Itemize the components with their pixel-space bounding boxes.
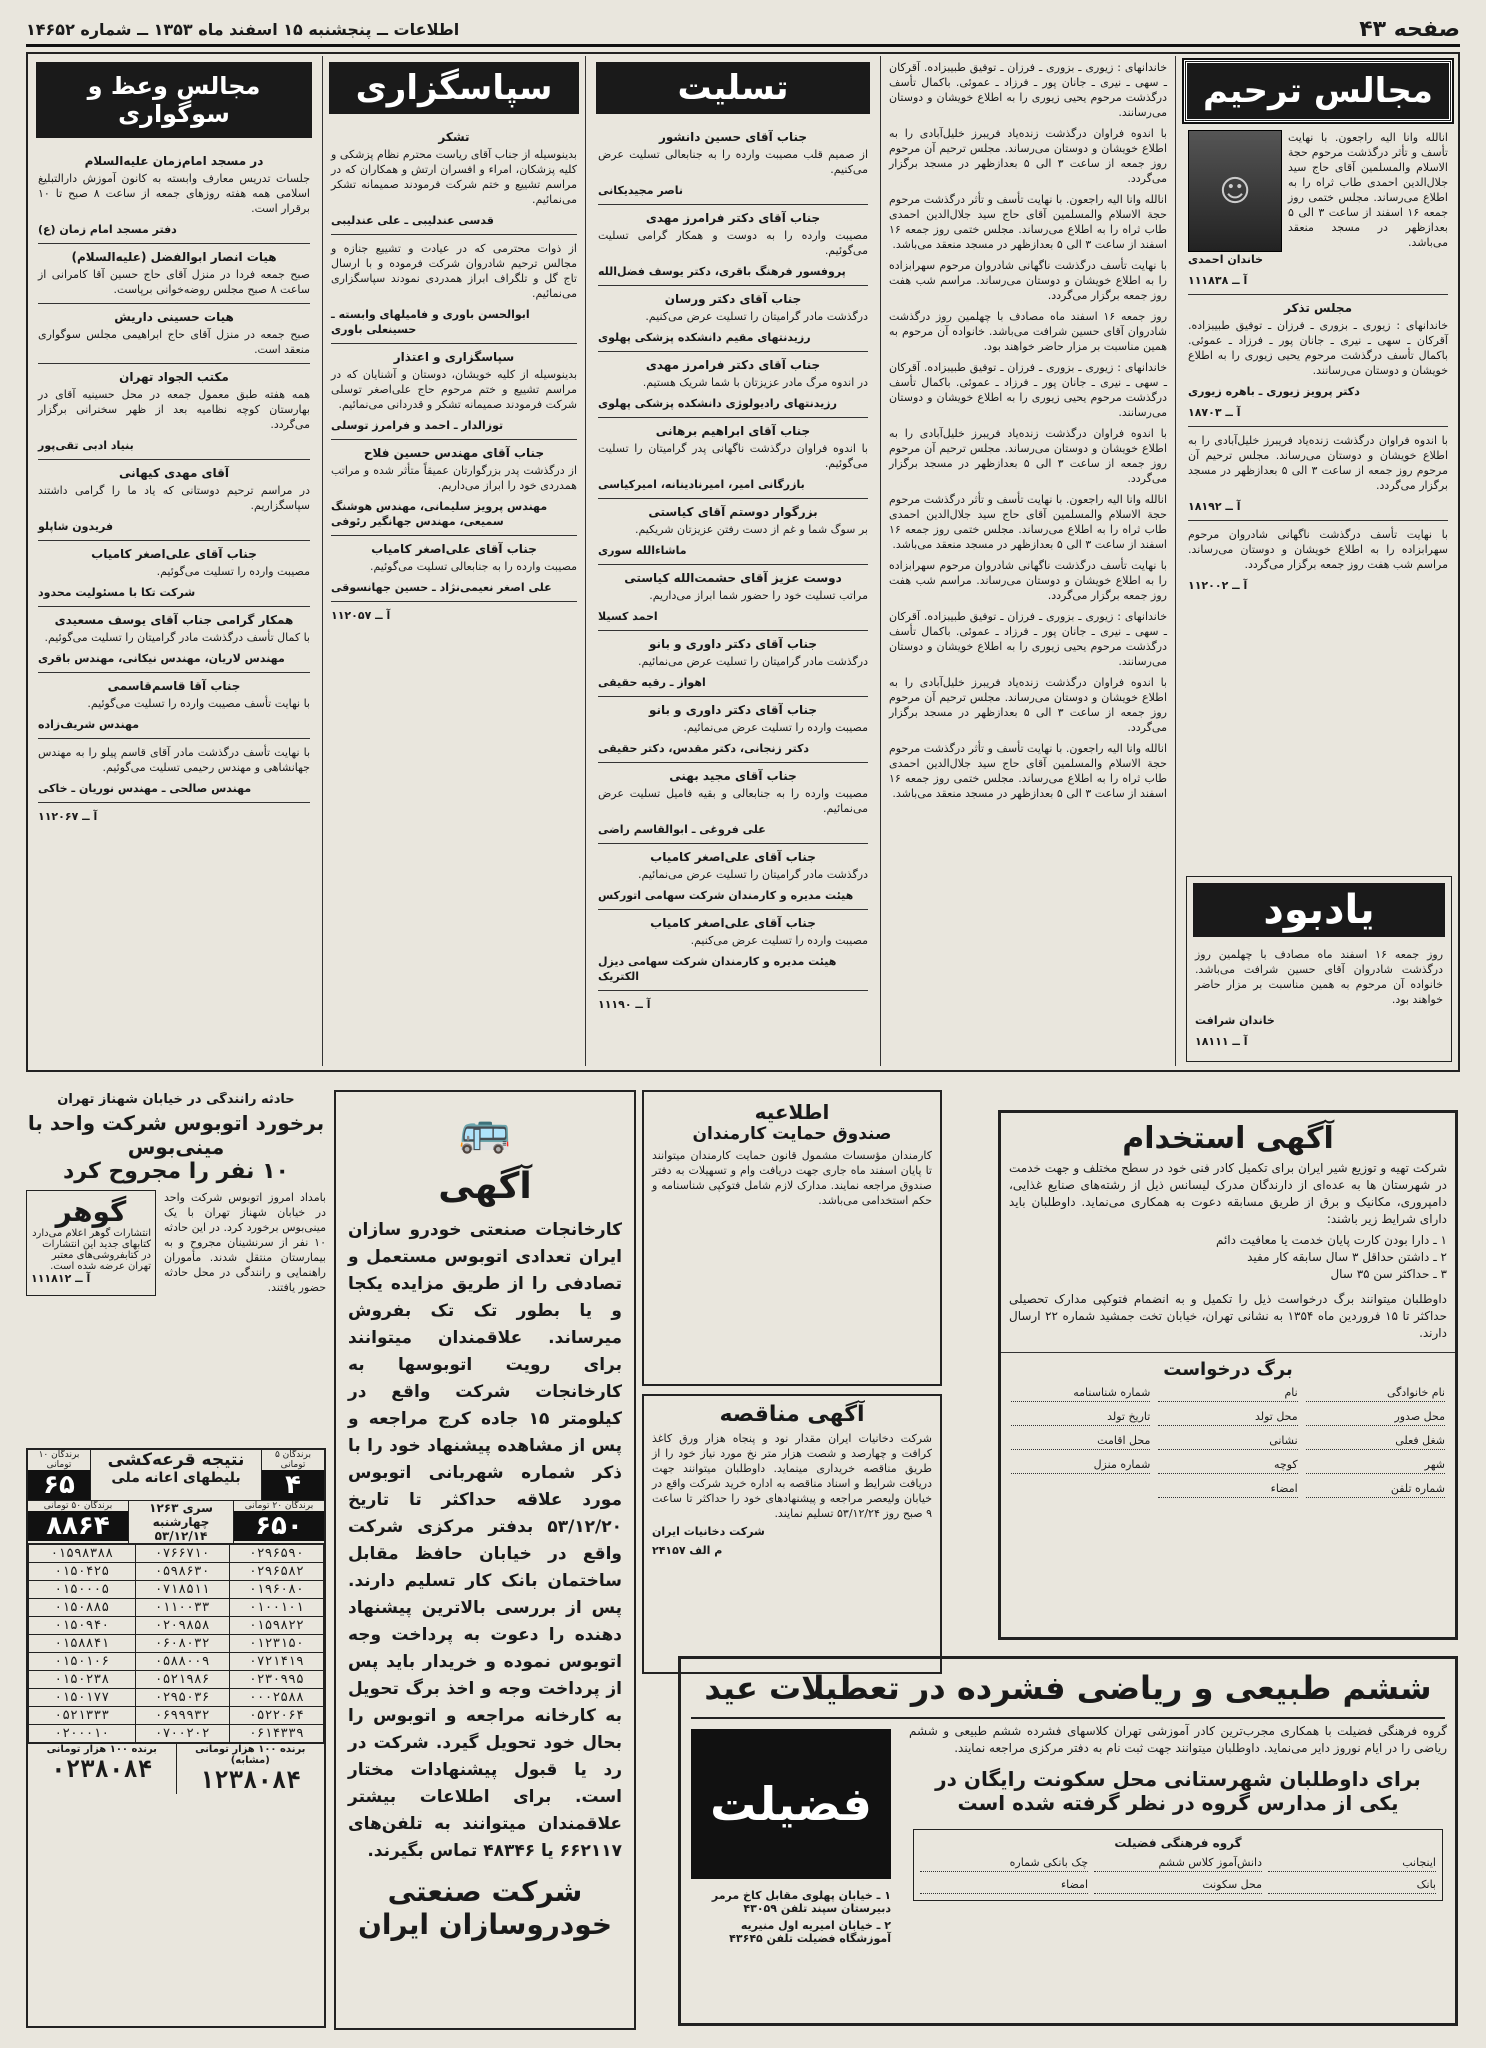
- monaghese-code: م الف ۲۴۱۵۷: [652, 1544, 723, 1557]
- majales-code: آ ــ ۱۱۲۰۶۷: [38, 810, 98, 823]
- prize-value-4: ۶۵۰: [234, 1511, 324, 1541]
- estekhdam-body-2: داوطلبان میتوانند برگ درخواست ذیل را تکمیل و به انضمام فتوکپی مدارک تحصیلی حداکثر تا ۱۵ فروردین ماه ۱۳۵۴ به نشانی تهران، خیابان تخت جمشید شماره ۲۲ ارسال دارند.: [1009, 1292, 1447, 1340]
- ettelaieh-box: [642, 1090, 942, 1386]
- page-header: [26, 14, 1460, 47]
- lottery-number: ۰۶۰۸۰۳۲: [135, 1635, 229, 1653]
- tarhim-sign-1: خاندان احمدی: [1188, 253, 1264, 266]
- tasliyat-code: آ ــ ۱۱۱۹۰: [598, 998, 651, 1011]
- sepasgozari-item-text: بدینوسیله از جناب آقای ریاست محترم نظام پزشکی و کلیه پزشکان، امراء و افسران ارتش و همکاران که در مراسم تشییع و ختم شرکت فرمودند صمیمانه تشکر می‌نمائیم.: [331, 148, 577, 206]
- tasliyat-item-heading: جناب آقای علی‌اصغر کامیاب: [650, 850, 816, 864]
- majales-item-text: جلسات تدریس معارف وابسته به کانون آموزش دارالتبلیغ اسلامی همه هفته روزهای جمعه از ساعت ۸ صبح تا ۱۰ برقرار است.: [38, 172, 310, 215]
- tasliyat-item-signature: هیئت مدیره و کارمندان شرکت سهامی اتورکس: [598, 889, 854, 902]
- lottery-number: ۰۱۵۹۸۳۸۸: [29, 1545, 136, 1563]
- tarhim-notice-1: انالله وانا الیه راجعون. با نهایت تأسف و تأثر درگذشت مرحوم حجة الاسلام والمسلمین آقای حاج سید جلال‌الدین احمدی طاب ثراه را به اطلاع می‌رساند. مجلس ختمی روز جمعه ۱۶ اسفند از ساعت ۳ الی ۵ بعدازظهر در مسجد منعقد می‌باشد.: [1288, 131, 1448, 249]
- form-field[interactable]: شماره تلفن: [1306, 1482, 1445, 1498]
- lottery-row: [29, 1581, 324, 1599]
- jackpot-value-1: ۰۲۳۸۰۸۴: [51, 1755, 153, 1783]
- accident-headline: برخورد اتوبوس شرکت واحد با مینی‌بوس: [27, 1111, 325, 1159]
- majales-item-text: صبح جمعه فردا در منزل آقای حاج حسین آقا کامرانی از ساعت ۸ صبح مجلس روضه‌خوانی برپاست.: [38, 268, 310, 296]
- form-field[interactable]: شماره منزل: [1011, 1458, 1150, 1474]
- tasliyat-title: تسلیت: [596, 62, 870, 114]
- lottery-number: ۰۱۹۶۰۸۰: [229, 1581, 323, 1599]
- tasliyat-item-heading: جناب آقای علی‌اصغر کامیاب: [650, 916, 816, 930]
- majales-item-heading: آقای مهدی کیهانی: [118, 466, 230, 480]
- lottery-number: ۰۲۹۵۰۳۶: [135, 1689, 229, 1707]
- requirement-item: ۱ ـ دارا بودن کارت پایان خدمت یا معافیت دائم: [1215, 1233, 1447, 1247]
- fazilat-address-1: ۱ ـ خیابان پهلوی مقابل کاخ مرمر دبیرستان سپند تلفن ۴۳۰۵۹: [711, 1889, 891, 1915]
- fazilat-address-2: ۲ ـ خیابان امیریه اول منیریه آموزشگاه فضیلت تلفن ۴۳۶۴۵: [729, 1919, 891, 1945]
- sepasgozari-item-text: از ذوات محترمی که در عیادت و تشییع جنازه و مجالس ترحیم شادروان شرکت فرموده و با ارسال تاج گل و تلگراف ابراز همدردی نمودند سپاسگزاری می‌نمائیم.: [331, 242, 577, 300]
- gohar-title: گوهر: [55, 1195, 127, 1228]
- lottery-number: ۰۱۵۰۱۰۶: [29, 1653, 136, 1671]
- requirement-item: ۲ ـ داشتن حداقل ۳ سال سابقه کار مفید: [1247, 1250, 1447, 1264]
- lottery-row: [29, 1689, 324, 1707]
- khodro-body: کارخانجات صنعتی خودرو سازان ایران تعدادی اتوبوس مستعمل و تصادفی را از طریق مزایده یکجا و یا بطور تک تک بفروش میرساند. علاقمندان میتوانند برای رویت اتوبوسها به کارخانجات شرکت واقع در کیلومتر ۱۵ جاده کرج مراجعه و پس از مشاهده پیشنهاد خود را با ذکر شماره شهربانی اتوبوس مورد علاقه حداکثر تا تاریخ ۵۳/۱۲/۲۰ بدفتر مرکزی شرکت واقع در خیابان حافظ مقابل ساختمان بانک کار تسلیم دارند. پس از بررسی بالاترین پیشنهاد دهنده را دعوت به پرداخت وجه اتوبوس نموده و خریدار باید پس از پرداخت وجه و اخذ برگ تحویل به کارخانه مراجعه و اتوبوس را بحال خود تحویل گیرد. شرکت در رد یا قبول پیشنهادات مختار است. برای اطلاعات بیشتر علاقمندان میتوانند به تلفن‌های ۶۶۲۱۱۷ یا ۴۸۳۴۶ تماس بگیرند.: [348, 1220, 622, 1861]
- khodro-company-2: خودروسازان ایران: [357, 1908, 613, 1941]
- form-field[interactable]: دانش‌آموز کلاس ششم: [1094, 1856, 1262, 1872]
- lottery-number: ۰۱۵۰۰۰۵: [29, 1581, 136, 1599]
- majales-item-text: با نهایت تأسف درگذشت مادر آقای قاسم پیلو را به مهندس جهانشاهی و مهندس رحیمی تسلیت می‌گوئیم.: [38, 746, 310, 774]
- sepasgozari-item-signature: علی اصغر نعیمی‌نژاد ـ حسین جهانسوقی: [331, 581, 552, 594]
- tarhim-notice-3: با اندوه فراوان درگذشت زنده‌یاد فریبرز خلیل‌آبادی را به اطلاع خویشان و دوستان می‌رساند. مجلس ترحیم آن مرحوم روز جمعه از ساعت ۳ الی ۵ بعدازظهر در مسجد برگزار می‌گردد.: [1188, 434, 1449, 492]
- tasliyat-column: [590, 56, 876, 1066]
- form-field[interactable]: نام خانوادگی: [1306, 1386, 1445, 1402]
- lottery-number: ۰۱۵۰۹۴۰: [29, 1617, 136, 1635]
- lottery-number: ۰۵۸۸۰۰۹: [135, 1653, 229, 1671]
- khodro-title: آگهی: [438, 1166, 532, 1207]
- lottery-number: ۰۷۶۶۷۱۰: [135, 1545, 229, 1563]
- lottery-row: [29, 1617, 324, 1635]
- lottery-number: ۰۱۵۸۸۴۱: [29, 1635, 136, 1653]
- majales-item-text: همه هفته طبق معمول جمعه در محل حسینیه آقای در بهارستان کوچه نظامیه بعد از ظهر سخنرانی برگزار می‌گردد.: [38, 388, 310, 431]
- majales-item-signature: شرکت تکا با مسئولیت محدود: [38, 586, 196, 599]
- monaghese-body: شرکت دخانیات ایران مقدار نود و پنجاه هزار ورق کاغذ کرافت و چهارصد و شصت هزار متر نخ مورد نیاز خود را از طریق مناقصه خریداری مینماید. داوطلبان میتوانند جهت دریافت شرایط و اسناد مناقصه به اداره خرید شرکت واقع در خیابان ولیعصر مراجعه و پیشنهادهای خود را حداکثر تا ساعت ۹ صبح روز ۵۳/۱۲/۲۴ تسلیم نمایند.: [652, 1432, 932, 1520]
- lottery-row: [29, 1653, 324, 1671]
- lottery-number: ۰۱۵۰۸۸۵: [29, 1599, 136, 1617]
- lottery-row: [29, 1635, 324, 1653]
- tasliyat-item-heading: جناب آقای حسین دانشور: [658, 130, 808, 144]
- lottery-row: [29, 1545, 324, 1563]
- tasliyat-item-text: در اندوه مرگ مادر عزیزتان با شما شریک هستیم.: [642, 376, 868, 389]
- requirement-item: ۳ ـ حداکثر سن ۳۵ سال: [1330, 1267, 1447, 1281]
- tasliyat-item-text: از صمیم قلب مصیبت وارده را به جنابعالی تسلیت عرض می‌کنیم.: [598, 148, 868, 176]
- extra-text-12: انالله وانا الیه راجعون. با نهایت تأسف و تأثر درگذشت مرحوم حجة الاسلام والمسلمین آقای حاج سید جلال‌الدین احمدی طاب ثراه را به اطلاع می‌رساند. مجلس ختمی روز جمعه ۱۶ اسفند از ساعت ۳ الی ۵ بعدازظهر در مسجد منعقد می‌باشد.: [889, 742, 1167, 800]
- majales-item-signature: دفتر مسجد امام زمان (ع): [38, 223, 177, 236]
- lottery-number: ۰۲۰۹۸۵۸: [135, 1617, 229, 1635]
- tasliyat-item-heading: بزرگوار دوستم آقای کیاستی: [648, 505, 818, 519]
- tasliyat-item-text: درگذشت مادر گرامیتان را تسلیت عرض می‌نمائیم.: [638, 868, 868, 881]
- sepasgozari-item-signature: مهندس پرویز سلیمانی، مهندس هوشنگ سمیعی، مهندس جهانگیر رئوفی: [331, 500, 548, 528]
- khodro-company: شرکت صنعتی: [387, 1875, 583, 1908]
- fazilat-sub: برای داوطلبان شهرستانی محل سکونت رایگان در یکی از مدارس گروه در نظر گرفته شده است: [935, 1767, 1421, 1815]
- tarhim-subtitle-2: مجلس تذکر: [1284, 301, 1352, 315]
- lottery-number: ۰۲۹۶۵۹۰: [229, 1545, 323, 1563]
- accident-news: [26, 1092, 326, 1440]
- tasliyat-item-text: مصیبت وارده را به دوست و همکار گرامی تسلیت می‌گوئیم.: [598, 229, 868, 257]
- tasliyat-item-heading: جناب آقای دکتر داوری و بانو: [648, 703, 818, 717]
- majales-item-heading: هیات انصار ابوالفضل (علیه‌السلام): [71, 250, 277, 264]
- tarhim-title: مجالس ترحیم: [1184, 60, 1452, 122]
- sepasgozari-column: [322, 56, 586, 1066]
- bus-logo-icon: 🚌: [458, 1106, 512, 1155]
- tasliyat-item-text: مراتب تسلیت خود را حضور شما ابراز می‌داریم.: [649, 589, 868, 602]
- majales-item-heading: جناب آقای علی‌اصغر کامیاب: [91, 547, 257, 561]
- prize-box-1: [261, 1450, 324, 1500]
- fazilat-headline: ششم طبیعی و ریاضی فشرده در تعطیلات عید: [691, 1659, 1445, 1719]
- majales-item-heading: مکتب الجواد تهران: [119, 370, 229, 384]
- prize-value-1: ۴: [262, 1470, 324, 1500]
- sepasgozari-item-heading: سپاسگزاری و اعتذار: [393, 350, 515, 364]
- extra-text-6: خاندانهای : زیوری ـ بزوری ـ فرزان ـ توفیق طبیبزاده. آقرکان ـ سهی ـ نیری ـ جانان پور ـ فرزاد ـ عموئی. باکمال تأسف درگذشت مرحوم یحیی زیوری را به اطلاع خویشان و دوستان می‌رسانند.: [889, 361, 1167, 419]
- application-form: [1001, 1380, 1455, 1504]
- lottery-results: [26, 1448, 326, 2028]
- sepasgozari-item-text: بدینوسیله از کلیه خویشان، دوستان و آشنایان که در مراسم تشییع و ختم مرحوم حاج علی‌اصغر توسلی شرکت فرمودند صمیمانه تشکر و قدردانی می‌نمائیم.: [331, 368, 577, 411]
- tasliyat-item-text: مصیبت وارده را به جنابعالی و بقیه فامیل تسلیت عرض می‌نمائیم.: [598, 787, 868, 815]
- tarhim-code-1: آ ــ ۱۱۱۸۳۸: [1188, 274, 1248, 287]
- estekhdam-box: [998, 1110, 1458, 1640]
- lottery-number: ۰۱۱۰۰۳۳: [135, 1599, 229, 1617]
- lottery-number: ۰۷۰۰۲۰۲: [135, 1725, 229, 1743]
- fazilat-logo: فضیلت: [691, 1729, 891, 1879]
- majales-item-text: صبح جمعه در منزل آقای حاج ابراهیمی مجلس سوگواری منعقد است.: [38, 328, 310, 356]
- majales-item-text: با کمال تأسف درگذشت مادر گرامیتان را تسلیت می‌گوئیم.: [44, 631, 310, 644]
- majales-item-heading: در مسجد امام‌زمان علیه‌السلام: [84, 154, 264, 168]
- extra-text-11: با اندوه فراوان درگذشت زنده‌یاد فریبرز خلیل‌آبادی را به اطلاع خویشان و دوستان می‌رساند. مجلس ترحیم آن مرحوم روز جمعه از ساعت ۳ الی ۵ بعدازظهر در مسجد برگزار می‌گردد.: [889, 676, 1167, 734]
- tasliyat-item-signature: احمد کسیلا: [598, 610, 658, 623]
- extra-text-10: خاندانهای : زیوری ـ بزوری ـ فرزان ـ توفیق طبیبزاده. آقرکان ـ سهی ـ نیری ـ جانان پور ـ فرزاد ـ عموئی. باکمال تأسف درگذشت مرحوم یحیی زیوری را به اطلاع خویشان و دوستان می‌رسانند.: [889, 610, 1167, 668]
- tasliyat-item-text: مصیبت وارده را تسلیت عرض می‌نمائیم.: [683, 721, 868, 734]
- tasliyat-item-signature: بازرگانی امیر، امیرنادینانه، امیرکیاسی: [598, 478, 805, 491]
- extra-text-7: با اندوه فراوان درگذشت زنده‌یاد فریبرز خلیل‌آبادی را به اطلاع خویشان و دوستان می‌رساند. مجلس ترحیم آن مرحوم روز جمعه از ساعت ۳ الی ۵ بعدازظهر در مسجد برگزار می‌گردد.: [889, 427, 1167, 485]
- majales-item-signature: فریدون شاپلو: [38, 520, 114, 533]
- tarhim-body: [1180, 126, 1456, 603]
- lottery-number: ۰۱۵۰۱۷۷: [29, 1689, 136, 1707]
- extra-text-3: انالله وانا الیه راجعون. با نهایت تأسف و تأثر درگذشت مرحوم حجة الاسلام والمسلمین آقای حاج سید جلال‌الدین احمدی طاب ثراه را به اطلاع می‌رساند. مجلس ختمی روز جمعه ۱۶ اسفند از ساعت ۳ الی ۵ بعدازظهر در مسجد منعقد می‌باشد.: [889, 193, 1167, 251]
- tasliyat-item-heading: دوست عزیز آقای حشمت‌الله کیاستی: [624, 571, 842, 585]
- estekhdam-title: آگهی استخدام: [1122, 1121, 1334, 1156]
- form-field[interactable]: تاریخ تولد: [1011, 1410, 1150, 1426]
- jackpot-label-1: برنده ۱۰۰ هزار تومانی: [46, 1744, 157, 1755]
- majales-list: [30, 144, 318, 834]
- tarhim-code-3: آ ــ ۱۸۱۹۲: [1188, 500, 1241, 513]
- monaghese-box: [642, 1394, 942, 1674]
- extra-text-1: خاندانهای : زیوری ـ بزوری ـ فرزان ـ توفیق طبیبزاده. آقرکان ـ سهی ـ نیری ـ جانان پور ـ فرزاد ـ عموئی. باکمال تأسف درگذشت مرحوم یحیی زیوری را به اطلاع خویشان و دوستان می‌رسانند.: [889, 61, 1167, 119]
- lottery-number: ۰۵۹۸۶۳۰: [135, 1563, 229, 1581]
- monaghese-title: آگهی مناقصه: [719, 1402, 865, 1427]
- lottery-number: ۰۵۲۱۹۸۶: [135, 1671, 229, 1689]
- estekhdam-body: شرکت تهیه و توزیع شیر ایران برای تکمیل کادر فنی خود در سطح مختلف و جهت خدمت در شهرستان ها به عده‌ای از دارندگان مدرک لیسانس ذیل از رشته‌های صنایع غذایی، دامپروری، مکانیک و برق از طریق مسابقه دعوت به همکاری می‌نماید. داوطلبان باید دارای شرایط زیر باشند:: [1009, 1161, 1447, 1226]
- lottery-row: [29, 1671, 324, 1689]
- tasliyat-item-heading: جناب آقای مجید بهنی: [669, 769, 797, 783]
- lottery-number: ۰۷۲۱۴۱۹: [229, 1653, 323, 1671]
- lottery-date: چهارشنبه ۵۳/۱۲/۱۴: [152, 1515, 210, 1543]
- tarhim-code-2: آ ــ ۱۸۷۰۳: [1188, 406, 1241, 419]
- majales-item-signature: مهندس شریف‌زاده: [38, 718, 140, 731]
- issue-line: اطلاعات ــ پنجشنبه ۱۵ اسفند ماه ۱۳۵۳ ــ شماره ۱۴۶۵۲: [26, 19, 460, 39]
- ettelaieh-body: کارمندان مؤسسات مشمول قانون حمایت کارمندان میتوانند تا پایان اسفند ماه جاری جهت دریافت وام و تسهیلات به دفتر صندوق مراجعه نمایند. مدارک لازم شامل فتوکپی شناسنامه و حکم استخدامی می‌باشد.: [652, 1149, 932, 1207]
- majales-item-text: با نهایت تأسف مصیبت وارده را تسلیت می‌گوئیم.: [87, 697, 310, 710]
- lottery-number: ۰۶۹۹۹۳۲: [135, 1707, 229, 1725]
- sepasgozari-title: سپاسگزاری: [329, 62, 579, 114]
- tarhim-notice-4: با نهایت تأسف درگذشت ناگهانی شادروان مرحوم سهرابزاده را به اطلاع خویشان و دوستان می‌رساند. مراسم شب هفت روز جمعه برگزار می‌گردد.: [1188, 528, 1448, 571]
- gohar-body: انتشارات گوهر اعلام می‌دارد کتابهای جدید این انتشارات در کتابفروشی‌های معتبر تهران عرضه شده است.: [32, 1228, 151, 1272]
- majales-item-signature: مهندس لاریان، مهندس نیکانی، مهندس باقری: [38, 652, 285, 665]
- fazilat-body: گروه فرهنگی فضیلت با همکاری مجرب‌ترین کادر آموزشی تهران کلاسهای فشرده ششم طبیعی و ششم ریاضی را در ایام نوروز دایر می‌نماید. داوطلبان میتوانند جهت ثبت نام به دفتر مرکزی مراجعه نمایند.: [909, 1724, 1447, 1755]
- form-field[interactable]: شغل فعلی: [1306, 1434, 1445, 1450]
- lottery-row: [29, 1707, 324, 1725]
- sepasgozari-item-signature: ابوالحسن باوری و فامیلهای وابسته ـ حسینعلی باوری: [331, 308, 530, 336]
- tasliyat-item-heading: جناب آقای دکتر فرامرز مهدی: [645, 211, 821, 225]
- tasliyat-item-heading: جناب آقای دکتر فرامرز مهدی: [645, 358, 821, 372]
- lottery-row: [29, 1563, 324, 1581]
- fazilat-ad: [678, 1656, 1458, 2026]
- extra-text-5: روز جمعه ۱۶ اسفند ماه مصادف با چهلمین روز درگذشت شادروان آقای حسین شرافت می‌باشد. خانواده آن مرحوم به همین مناسبت بر مزار حاضر خواهند بود.: [889, 310, 1168, 353]
- tarhim-sign-2: دکتر پرویز زیوری ـ باهره زیوری: [1188, 385, 1360, 398]
- prize-label-3: برندگان ۵۰ تومانی: [43, 1501, 113, 1511]
- lottery-number: ۰۲۰۰۰۱۰: [29, 1725, 136, 1743]
- form-field[interactable]: محل صدور: [1306, 1410, 1445, 1426]
- prize-label-2: برندگان ۱۰ تومانی: [38, 1450, 80, 1470]
- form-field[interactable]: محل تولد: [1158, 1410, 1297, 1426]
- form-field[interactable]: بانک: [1268, 1878, 1436, 1894]
- yadbud-body: روز جمعه ۱۶ اسفند ماه مصادف با چهلمین روز درگذشت شادروان آقای حسین شرافت می‌باشد. خانواده آن مرحوم به همین مناسبت بر مزار حاضر خواهند بود.: [1195, 948, 1443, 1006]
- tasliyat-list: [590, 120, 876, 1022]
- form-field[interactable]: امضاء: [920, 1878, 1088, 1894]
- extra-text-2: با اندوه فراوان درگذشت زنده‌یاد فریبرز خلیل‌آبادی را به اطلاع خویشان و دوستان می‌رساند. مجلس ترحیم آن مرحوم روز جمعه از ساعت ۳ الی ۵ بعدازظهر در مسجد برگزار می‌گردد.: [889, 127, 1167, 185]
- portrait-photo: ☺: [1188, 130, 1282, 252]
- majales-item-text: در مراسم ترحیم دوستانی که یاد ما را گرامی داشتند سپاسگزاریم.: [38, 484, 310, 512]
- majales-item-heading: جناب آقا قاسم‌قاسمی: [107, 679, 241, 693]
- lottery-number: ۰۵۲۲۰۶۴: [229, 1707, 323, 1725]
- lottery-row: [29, 1725, 324, 1743]
- page-number: صفحه ۴۳: [1359, 16, 1460, 42]
- gohar-box: [26, 1190, 156, 1296]
- jackpot-value-2: ۱۲۳۸۰۸۴: [199, 1766, 301, 1794]
- tasliyat-item-signature: رزیدنتهای رادیولوژی دانشکده پزشکی پهلوی: [598, 397, 837, 410]
- tasliyat-extra-body: [881, 56, 1175, 811]
- tasliyat-item-text: درگذشت مادر گرامیتان را تسلیت عرض می‌کنیم.: [645, 310, 868, 323]
- majales-title: مجالس وعظ و سوگواری: [36, 62, 312, 138]
- sepasgozari-item-text: از درگذشت پدر بزرگوارتان عمیقاً متأثر شده و مراتب همدردی خود را ابراز می‌داریم.: [331, 464, 577, 492]
- majales-item-heading: هیات حسینی داریش: [114, 310, 234, 324]
- accident-kicker: حادثه رانندگی در خیابان شهناز تهران: [57, 1092, 295, 1107]
- sepasgozari-item-signature: توزالدار ـ احمد و فرامرز توسلی: [331, 419, 504, 432]
- yadbud-title: یادبود: [1193, 883, 1445, 937]
- majales-item-signature: مهندس صالحی ـ مهندس نوریان ـ خاکی: [38, 782, 252, 795]
- extra-text-9: با نهایت تأسف درگذشت ناگهانی شادروان مرحوم سهرابزاده را به اطلاع خویشان و دوستان می‌رساند. مراسم شب هفت روز جمعه برگزار می‌گردد.: [889, 559, 1167, 602]
- yadbud-code: آ ــ ۱۸۱۱۱: [1195, 1035, 1248, 1048]
- tasliyat-item-signature: ناصر مجیدیکانی: [598, 184, 684, 197]
- jackpot-label-2: برنده ۱۰۰ هزار تومانی (مشابه): [195, 1744, 306, 1766]
- lottery-number: ۰۵۲۱۳۳۳: [29, 1707, 136, 1725]
- prize-box-2: [28, 1450, 91, 1500]
- estekhdam-requirements: [1001, 1232, 1455, 1287]
- lottery-number: ۰۱۵۹۸۲۲: [229, 1617, 323, 1635]
- lottery-number: ۰۱۲۳۱۵۰: [229, 1635, 323, 1653]
- sepasgozari-item-signature: قدسی عندلیبی ـ علی عندلیبی: [331, 214, 494, 227]
- fazilat-form-fields: [920, 1856, 1436, 1894]
- form-field[interactable]: چک بانکی شماره: [920, 1856, 1088, 1872]
- yadbud-sign: خاندان شرافت: [1195, 1014, 1275, 1027]
- lottery-number: ۰۰۰۲۵۸۸: [229, 1689, 323, 1707]
- lottery-number: ۰۲۳۰۹۹۵: [229, 1671, 323, 1689]
- gohar-code: آ ــ ۱۱۱۸۱۲: [31, 1272, 91, 1285]
- lottery-number-table: [28, 1544, 324, 1743]
- sepasgozari-item-heading: تشکر: [438, 130, 470, 144]
- tasliyat-item-signature: پروفسور فرهنگ باقری، دکتر یوسف فضل‌الله: [598, 265, 846, 278]
- lottery-number: ۰۶۱۴۳۳۹: [229, 1725, 323, 1743]
- sepasgozari-list: [323, 120, 585, 633]
- form-field[interactable]: امضاء: [1158, 1482, 1297, 1498]
- form-field[interactable]: نام: [1158, 1386, 1297, 1402]
- sepasgozari-item-heading: جناب آقای مهندس حسین فلاح: [363, 446, 545, 460]
- form-field[interactable]: نشانی: [1158, 1434, 1297, 1450]
- form-field[interactable]: کوچه: [1158, 1458, 1297, 1474]
- majales-item-heading: همکار گرامی جناب آقای یوسف مسعیدی: [54, 613, 294, 627]
- tasliyat-extra-column: [880, 56, 1176, 1066]
- lottery-row: [29, 1599, 324, 1617]
- tasliyat-item-heading: جناب آقای دکتر داوری و بانو: [648, 637, 818, 651]
- prize-label-1: برندگان ۵ تومانی: [274, 1450, 312, 1470]
- tasliyat-item-text: با اندوه فراوان درگذشت ناگهانی پدر گرامیتان را تسلیت می‌گوئیم.: [598, 442, 868, 470]
- sepasgozari-code: آ ــ ۱۱۲۰۵۷: [331, 609, 391, 622]
- tasliyat-item-signature: دکتر زنجانی، دکتر مقدس، دکتر حقیقی: [598, 742, 810, 755]
- sepasgozari-item-text: مصیبت وارده را به جنابعالی تسلیت می‌گوئیم.: [369, 560, 577, 573]
- extra-text-4: با نهایت تأسف درگذشت ناگهانی شادروان مرحوم سهرابزاده را به اطلاع خویشان و دوستان می‌رساند. مراسم شب هفت روز جمعه برگزار می‌گردد.: [889, 259, 1167, 302]
- form-field[interactable]: شهر: [1306, 1458, 1445, 1474]
- form-field[interactable]: اینجانب: [1268, 1856, 1436, 1872]
- lottery-number: ۰۷۱۸۵۱۱: [135, 1581, 229, 1599]
- tasliyat-item-signature: هیئت مدیره و کارمندان شرکت سهامی دیزل الکتریک: [598, 955, 837, 983]
- sepasgozari-item-heading: جناب آقای علی‌اصغر کامیاب: [371, 542, 537, 556]
- ettelaieh-title: اطلاعیه: [754, 1100, 830, 1124]
- lottery-number: ۰۲۹۶۵۸۲: [229, 1563, 323, 1581]
- tarhim-notice-2: خاندانهای : زیوری ـ بزوری ـ فرزان ـ توفیق طبیبزاده. آقرکان ـ سهی ـ نیری ـ جانان پور ـ فرزاد ـ عموئی. باکمال تأسف درگذشت مرحوم یحیی زیوری را به اطلاع خویشان و دوستان می‌رسانند.: [1188, 319, 1448, 377]
- lottery-title-2: بلیطهای اعانه ملی: [111, 1470, 241, 1486]
- tasliyat-item-heading: جناب آقای ابراهیم برهانی: [655, 424, 811, 438]
- tarhim-code-4: آ ــ ۱۱۲۰۰۲: [1188, 579, 1248, 592]
- form-title: برگ درخواست: [1163, 1359, 1293, 1380]
- accident-body: بامداد امروز اتوبوس شرکت واحد در خیابان شهناز تهران با یک مینی‌بوس برخورد کرد. در این حادثه ۱۰ نفر از سرنشینان مجروح و به بیمارستان منتقل شدند. مأموران راهنمایی و رانندگی در محل حادثه حضور یافتند.: [164, 1191, 326, 1294]
- fazilat-form: [913, 1829, 1443, 1901]
- tasliyat-item-signature: اهواز ـ رقیه حقیقی: [598, 676, 706, 689]
- majales-column: [30, 56, 318, 1066]
- lottery-number: ۰۱۰۰۱۰۱: [229, 1599, 323, 1617]
- monaghese-sign: شرکت دخانیات ایران: [652, 1525, 765, 1538]
- tasliyat-item-signature: ماشاءالله سوری: [598, 544, 687, 557]
- yadbud-box: [1186, 876, 1452, 1062]
- lottery-series: سری ۱۲۶۳: [149, 1501, 213, 1515]
- majales-item-text: مصیبت وارده را تسلیت می‌گوئیم.: [156, 565, 310, 578]
- extra-text-8: انالله وانا الیه راجعون. با نهایت تأسف و تأثر درگذشت مرحوم حجة الاسلام والمسلمین آقای حاج سید جلال‌الدین احمدی طاب ثراه را به اطلاع می‌رساند. مجلس ختمی روز جمعه ۱۶ اسفند از ساعت ۳ الی ۵ بعدازظهر در مسجد منعقد می‌باشد.: [889, 493, 1167, 551]
- lottery-number: ۰۱۵۰۲۳۸: [29, 1671, 136, 1689]
- accident-headline-2: ۱۰ نفر را مجروح کرد: [63, 1159, 289, 1184]
- khodro-ad: [334, 1090, 636, 2030]
- form-field[interactable]: محل سکونت: [1094, 1878, 1262, 1894]
- tasliyat-item-signature: علی فروغی ـ ابوالقاسم راضی: [598, 823, 766, 836]
- tasliyat-item-heading: جناب آقای دکتر ورسان: [664, 292, 802, 306]
- lottery-number: ۰۱۵۰۴۲۵: [29, 1563, 136, 1581]
- majales-item-signature: بنیاد ادبی تقی‌پور: [38, 439, 134, 452]
- prize-value-3: ۸۸۶۴: [28, 1511, 128, 1541]
- tasliyat-item-text: بر سوگ شما و غم از دست رفتن عزیزتان شریکیم.: [634, 523, 868, 536]
- prize-label-4: برندگان ۲۰ تومانی: [244, 1501, 314, 1511]
- tasliyat-item-signature: رزیدنتهای مقیم دانشکده پزشکی پهلوی: [598, 331, 811, 344]
- lottery-title: نتیجه قرعه‌کشی: [107, 1450, 245, 1470]
- form-field[interactable]: شماره شناسنامه: [1011, 1386, 1150, 1402]
- prize-value-2: ۶۵: [28, 1470, 90, 1500]
- fazilat-form-title: گروه فرهنگی فضیلت: [1114, 1836, 1242, 1850]
- tasliyat-item-text: درگذشت مادر گرامیتان را تسلیت عرض می‌نمائیم.: [638, 655, 868, 668]
- tasliyat-item-text: مصیبت وارده را تسلیت عرض می‌کنیم.: [690, 934, 868, 947]
- ettelaieh-subtitle: صندوق حمایت کارمندان: [692, 1124, 892, 1144]
- form-field[interactable]: محل اقامت: [1011, 1434, 1150, 1450]
